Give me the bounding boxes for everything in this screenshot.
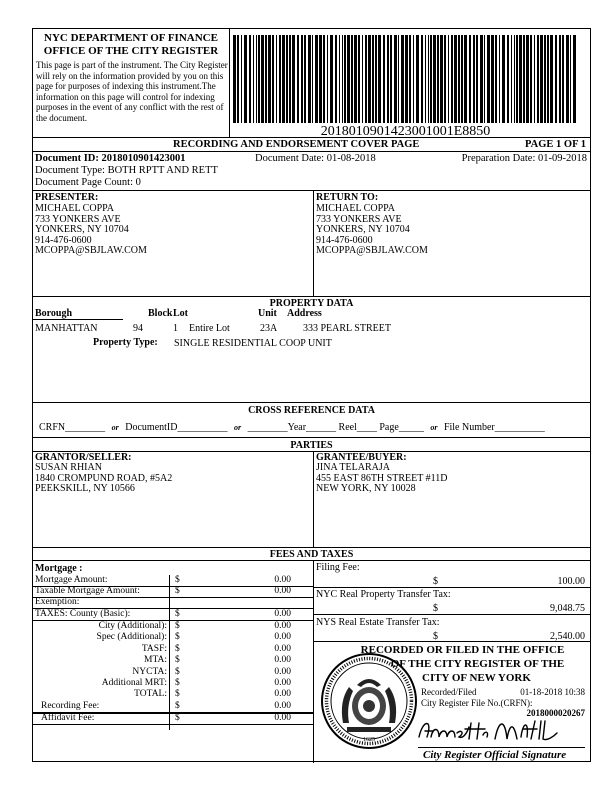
fee-dollar: $: [175, 701, 180, 711]
barcode-bar: [354, 35, 357, 123]
recorded-line1: RECORDED OR FILED IN THE OFFICE: [360, 644, 565, 656]
barcode-bar: [495, 35, 497, 123]
property-data-title: PROPERTY DATA: [269, 298, 354, 309]
grantee-block: [316, 463, 447, 495]
barcode-bar: [335, 35, 337, 123]
barcode-bar: [437, 35, 439, 123]
barcode-bar: [256, 35, 257, 123]
presenter-line: 733 YONKERS AVE: [35, 213, 121, 225]
document-date-row: [255, 153, 376, 165]
or-label: or: [233, 423, 242, 432]
presenter-line: YONKERS, NY 10704: [35, 224, 129, 235]
barcode-bar: [375, 35, 377, 123]
barcode-bar: [454, 35, 457, 123]
agency-line1: NYC DEPARTMENT OF FINANCE: [44, 32, 218, 44]
barcode-bar: [241, 35, 242, 123]
lot-header: Lot: [173, 308, 188, 319]
fee-amount: 0.00: [274, 632, 291, 642]
fee-row: [33, 678, 313, 689]
signature-icon: [413, 715, 573, 747]
city-seal-icon: [319, 651, 419, 751]
document-type-row: [35, 165, 218, 177]
presenter-block: [35, 204, 147, 257]
cross-reference-title: CROSS REFERENCE DATA: [248, 405, 375, 416]
barcode-bar: [265, 35, 267, 123]
barcode-bar: [268, 35, 271, 123]
barcode-bar: [237, 35, 239, 123]
return-to-line: YONKERS, NY 10704: [316, 224, 410, 235]
recorded-line2: OF THE CITY REGISTER OF THE: [390, 658, 565, 670]
barcode-bar: [368, 35, 371, 123]
fee-dollar: $: [175, 689, 180, 699]
barcode-bar: [365, 35, 367, 123]
lot-type: Entire Lot: [189, 323, 230, 334]
fee-dollar: $: [175, 713, 180, 723]
document-date: 01-08-2018: [326, 153, 376, 164]
file-number-label: File Number: [443, 422, 495, 433]
barcode-bar: [544, 35, 546, 123]
barcode-bar: [547, 35, 549, 123]
barcode-bar: [372, 35, 374, 123]
fee-dollar: $: [175, 655, 180, 665]
barcode-bar: [409, 35, 411, 123]
fee-row: [33, 689, 313, 700]
barcode-bar: [480, 35, 483, 123]
barcode-bar: [428, 35, 429, 123]
barcode-bar: [342, 35, 343, 123]
fee-dollar: $: [175, 586, 180, 596]
or-label: or: [430, 423, 438, 432]
lot: 1: [173, 323, 178, 334]
fee-label: Mortgage Amount:: [35, 575, 108, 585]
grantor-line: 1840 CROMPUND ROAD, #5A2: [35, 472, 173, 484]
barcode-bar: [312, 35, 313, 123]
barcode-bar: [304, 35, 306, 123]
mortgage-label: Mortgage :: [35, 563, 83, 574]
fee-row: [33, 644, 313, 655]
cross-reference-line: CRFN________ or DocumentID__________ or ________Year______ Reel____ Page_____ or File Number__________: [39, 422, 545, 433]
document-type: BOTH RPTT AND RETT: [107, 165, 218, 176]
grantor-line: SUSAN RHIAN: [35, 462, 102, 473]
barcode-bar: [249, 35, 251, 123]
fee-dollar: $: [175, 575, 180, 585]
barcode-bar: [519, 35, 522, 123]
barcode-bar: [286, 35, 288, 123]
fee-label: TAXES: County (Basic):: [35, 609, 131, 619]
barcode-bar: [282, 35, 285, 123]
recorded-line3: CITY OF NEW YORK: [422, 672, 531, 684]
preparation-date: 01-09-2018: [538, 153, 587, 164]
grantor-label: GRANTOR/SELLER:: [35, 452, 132, 463]
barcode-bar: [330, 35, 333, 123]
filing-fee-label: Filing Fee:: [316, 562, 360, 573]
barcode-bar: [276, 35, 277, 123]
parties-title: PARTIES: [290, 440, 333, 451]
svg-text:1625: 1625: [363, 737, 375, 743]
presenter-line: MICHAEL COPPA: [35, 203, 114, 214]
barcode-bar: [339, 35, 340, 123]
barcode-bar: [405, 35, 408, 123]
barcode-bar: [534, 35, 535, 123]
fee-amount: 0.00: [274, 678, 291, 688]
barcode-bar: [383, 35, 385, 123]
fee-label: Exemption:: [35, 597, 80, 607]
barcode-bar: [253, 35, 254, 123]
nys-rett-dollar: $: [433, 631, 438, 642]
cover-page: [32, 28, 591, 762]
recorded-filed-value: 01-18-2018 10:38: [520, 687, 585, 697]
barcode-bar: [511, 35, 512, 123]
barcode-bar: [458, 35, 460, 123]
barcode-bar: [444, 35, 446, 123]
fee-label: Taxable Mortgage Amount:: [35, 586, 140, 596]
barcode-bar: [540, 35, 543, 123]
grantee-line: JINA TELARAJA: [316, 462, 390, 473]
barcode-bar: [301, 35, 303, 123]
barcode-bar: [476, 35, 478, 123]
fee-row: [33, 713, 313, 725]
year-label: Year: [287, 422, 307, 433]
fee-label: Affidavit Fee:: [41, 713, 95, 723]
barcode-bar: [362, 35, 363, 123]
barcode-bar: [461, 35, 463, 123]
barcode-bar: [562, 35, 564, 123]
return-to-line: MCOPPA@SBJLAW.COM: [316, 245, 428, 256]
fee-amount: 0.00: [274, 575, 291, 585]
crfn-value: 2018000020267: [526, 708, 585, 718]
barcode-bar: [401, 35, 404, 123]
barcode-bar: [390, 35, 392, 123]
barcode-bar: [297, 35, 299, 123]
filing-fee-dollar: $: [433, 576, 438, 587]
cover-title: RECORDING AND ENDORSEMENT COVER PAGE: [173, 139, 420, 150]
barcode-bar: [473, 35, 475, 123]
barcode-bar: [499, 35, 500, 123]
barcode-bar: [315, 35, 318, 123]
fee-row: [33, 632, 313, 643]
barcode-bar: [279, 35, 281, 123]
filing-fee-amount: 100.00: [557, 576, 585, 587]
fee-amount: 0.00: [274, 609, 291, 619]
barcode-bar: [387, 35, 389, 123]
fee-row: [33, 597, 313, 609]
fee-label: Recording Fee:: [41, 701, 100, 711]
fee-amount: 0.00: [274, 621, 291, 631]
fee-dollar: $: [175, 609, 180, 619]
property-type-label: Property Type:: [93, 337, 158, 348]
fee-label: NYCTA:: [132, 667, 167, 677]
document-date-label: Document Date:: [255, 153, 325, 164]
fee-label: TOTAL:: [134, 689, 167, 699]
crfn-label: City Register File No.(CRFN):: [421, 698, 533, 708]
preparation-date-row: [462, 153, 587, 165]
fee-amount: 0.00: [274, 655, 291, 665]
fee-amount: 0.00: [274, 689, 291, 699]
barcode-bar: [507, 35, 509, 123]
barcode-bar: [323, 35, 325, 123]
borough: MANHATTAN: [35, 323, 98, 334]
fee-dollar: $: [175, 632, 180, 642]
barcode-bar: [308, 35, 311, 123]
page-count-label: Document Page Count:: [35, 177, 133, 188]
document-id-label: Document ID:: [35, 153, 99, 164]
document-id-ref-label: DocumentID: [125, 422, 178, 433]
barcode-bar: [555, 35, 557, 123]
nyc-rptt-dollar: $: [433, 603, 438, 614]
fee-label: MTA:: [144, 655, 167, 665]
grantee-label: GRANTEE/BUYER:: [316, 452, 407, 463]
barcode-bar: [514, 35, 515, 123]
barcode-bar: [292, 35, 295, 123]
fee-row: [33, 701, 313, 713]
barcode-bar: [530, 35, 532, 123]
barcode-bar: [516, 35, 518, 123]
nys-rett-label: NYS Real Estate Transfer Tax:: [316, 617, 440, 628]
barcode-bar: [433, 35, 436, 123]
barcode-bar: [502, 35, 505, 123]
fee-dollar: $: [175, 621, 180, 631]
agency-line2: OFFICE OF THE CITY REGISTER: [43, 45, 219, 57]
return-to-line: 914-476-0600: [316, 234, 373, 246]
document-type-label: Document Type:: [35, 165, 105, 176]
crfn-label: CRFN: [39, 422, 66, 433]
page-label: Page: [379, 422, 399, 433]
barcode-bar: [550, 35, 553, 123]
barcode-bar: [469, 35, 471, 123]
barcode-bar: [440, 35, 443, 123]
presenter-line: MCOPPA@SBJLAW.COM: [35, 245, 147, 256]
barcode-bar: [258, 35, 260, 123]
fee-label: Additional MRT:: [101, 678, 167, 688]
nyc-rptt-amount: 9,048.75: [550, 603, 585, 614]
address: 333 PEARL STREET: [303, 323, 391, 334]
barcode-bar: [570, 35, 571, 123]
fee-amount: 0.00: [274, 713, 291, 723]
fee-amount: 0.00: [274, 701, 291, 711]
barcode-bar: [327, 35, 328, 123]
grantee-line: 455 EAST 86TH STREET #11D: [316, 472, 448, 484]
barcode-bar: [347, 35, 350, 123]
fee-label: TASF:: [141, 644, 167, 654]
block-header: Block: [148, 308, 173, 319]
barcode-bar: [244, 35, 247, 123]
fee-dollar: $: [175, 667, 180, 677]
preparation-date-label: Preparation Date:: [461, 153, 536, 164]
barcode-bar: [425, 35, 426, 123]
return-to-line: MICHAEL COPPA: [316, 203, 395, 214]
fee-label: Spec (Additional):: [96, 632, 167, 642]
barcode-bar: [491, 35, 494, 123]
barcode-bar: [319, 35, 322, 123]
unit-header: Unit: [258, 308, 277, 319]
return-to-block: [316, 204, 428, 257]
barcode-bar: [398, 35, 399, 123]
return-to-label: RETURN TO:: [316, 192, 379, 203]
return-to-line: 733 YONKERS AVE: [316, 213, 402, 225]
nyc-rptt-label: NYC Real Property Transfer Tax:: [316, 589, 451, 600]
or-label: or: [111, 423, 119, 432]
grantor-line: PEEKSKILL, NY 10566: [35, 483, 135, 494]
fees-title: FEES AND TAXES: [269, 549, 354, 560]
fee-dollar: $: [175, 678, 180, 688]
block: 94: [133, 323, 143, 334]
grantor-block: [35, 463, 172, 495]
fee-label: City (Additional):: [98, 621, 167, 631]
barcode-bar: [289, 35, 291, 123]
page-number: PAGE 1 OF 1: [525, 139, 586, 150]
barcode-bar: [261, 35, 264, 123]
barcode-bar: [573, 35, 576, 123]
barcode-bar: [464, 35, 467, 123]
presenter-line: 914-476-0600: [35, 234, 92, 246]
barcode-bar: [559, 35, 561, 123]
fee-amount: 0.00: [274, 667, 291, 677]
barcode-bar: [451, 35, 453, 123]
barcode-bar: [484, 35, 485, 123]
barcode-bar: [413, 35, 414, 123]
unit: 23A: [260, 323, 278, 334]
fee-row: [33, 667, 313, 678]
presenter-label: PRESENTER:: [35, 192, 99, 203]
barcode-bar: [523, 35, 525, 123]
property-type: SINGLE RESIDENTIAL COOP UNIT: [174, 338, 332, 349]
fee-row: [33, 621, 313, 632]
document-id-row: [35, 153, 186, 165]
fee-row: [33, 655, 313, 666]
fee-amount: 0.00: [274, 586, 291, 596]
barcode-bar: [448, 35, 449, 123]
barcode-bar: [394, 35, 397, 123]
grantee-line: NEW YORK, NY 10028: [316, 483, 416, 494]
reel-label: Reel: [338, 422, 357, 433]
agency-notice: This page is part of the instrument. The City Register will rely on the information provided by you on this page for purposes of indexing this instrument.The information on this page will control for indexing purposes in the event of any conflict with the rest of the document.: [36, 60, 228, 123]
barcode-bar: [351, 35, 353, 123]
barcode-bar: [416, 35, 419, 123]
barcode-bar: [526, 35, 529, 123]
page-count-row: [35, 177, 141, 189]
fee-amount: 0.00: [274, 644, 291, 654]
nys-rett-amount: 2,540.00: [550, 631, 585, 642]
barcode-bar: [344, 35, 346, 123]
recorded-filed-label: Recorded/Filed: [421, 687, 477, 697]
barcode-bar: [378, 35, 381, 123]
borough-header: Borough: [35, 308, 73, 319]
signature-caption: City Register Official Signature: [423, 749, 567, 761]
document-barcode: [233, 35, 578, 123]
fee-dollar: $: [175, 644, 180, 654]
fee-row: [33, 609, 313, 621]
barcode-bar: [272, 35, 274, 123]
document-id: 2018010901423001: [101, 153, 186, 164]
page-count: 0: [135, 177, 141, 188]
address-header: Address: [287, 308, 322, 319]
barcode-bar: [421, 35, 423, 123]
barcode-bar: [487, 35, 490, 123]
barcode-bar: [566, 35, 569, 123]
barcode-text: 2018010901423001001E8850: [320, 124, 491, 139]
barcode-bar: [430, 35, 432, 123]
barcode-bar: [537, 35, 539, 123]
barcode-bar: [358, 35, 360, 123]
barcode-bar: [233, 35, 236, 123]
